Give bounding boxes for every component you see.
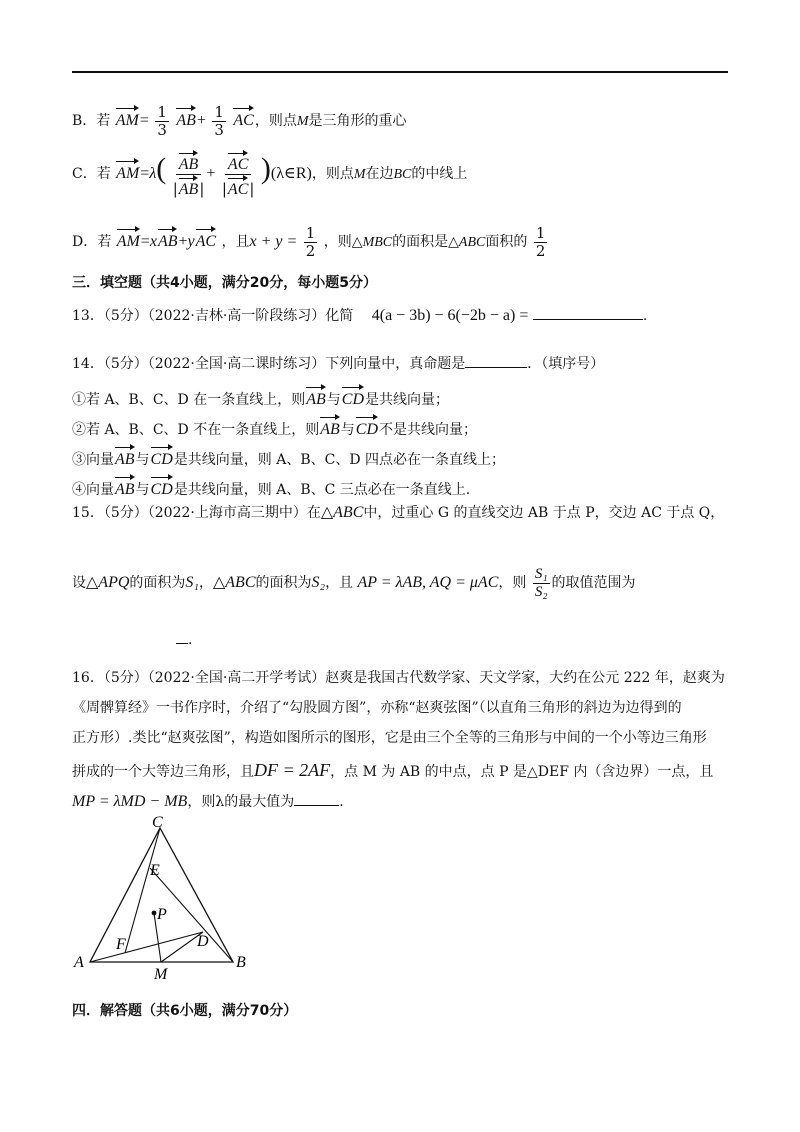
- label-b: B: [236, 954, 246, 971]
- point-p: [152, 911, 157, 916]
- option-b: B．若 AM= $\frac{1}{3}$ AB+ $\frac{1}{3}$ AC，则点M是三角形的重心: [72, 103, 407, 139]
- frac-ac-unit: $\frac{AC}{|AC|}$: [222, 150, 255, 198]
- question-14: 14．（5分）（2022·全国·高二课时练习）下列向量中，真命题是 ．（填序号）: [72, 356, 605, 372]
- q16-line-4: 拼成的一个大等边三角形，且DF = 2AF，点 M 为 AB 的中点，点 P 是△DEF 内（含边界）一点，且: [72, 760, 714, 780]
- q14-item-3: ③向量AB与CD是共线向量，则 A、B、C、D 四点必在一条直线上；: [72, 444, 505, 469]
- q14-item-2: ②若 A、B、C、D 不在一条直线上，则AB与CD不是共线向量；: [72, 414, 477, 439]
- section-4-heading: 四．解答题（共6小题，满分70分）: [72, 1003, 298, 1019]
- label-e: E: [150, 862, 160, 879]
- frac-one-third-2: $\frac{1}{3}$: [214, 103, 224, 139]
- vec-am: AM: [116, 105, 139, 130]
- option-c: C．若 AM=λ( $\frac{AB}{|AB|}$ + $\frac{AC}{|AC|}$ )(λ∈R)，则点M在边BC的中线上: [72, 150, 467, 198]
- q16-figure: [70, 815, 270, 985]
- vec-ab: AB: [176, 105, 196, 130]
- q14-item-4: ④向量AB与CD是共线向量，则 A、B、C 三点必在一条直线上.: [72, 474, 470, 499]
- vec-ac: AC: [233, 105, 253, 130]
- big-triangle: [90, 828, 233, 962]
- label-p: P: [157, 906, 167, 923]
- q16-line-3: 正方形）.类比“赵爽弦图”，构造如图所示的图形，它是由三个全等的三角形与中间的一个小等边三角形: [72, 730, 707, 746]
- question-16: 16．（5分）（2022·全国·高二开学考试）赵爽是我国古代数学家、天文学家，大约在公元 222 年，赵爽为: [72, 670, 725, 686]
- segment-ad: [90, 932, 203, 962]
- q15-blank: [176, 643, 188, 644]
- q13-blank: [533, 319, 643, 320]
- q14-blank: [465, 367, 527, 368]
- section-3-heading: 三．填空题（共4小题，满分20分，每小题5分）: [72, 275, 377, 291]
- label-c: C: [152, 815, 163, 831]
- q14-item-1: ①若 A、B、C、D 在一条直线上，则AB与CD是共线向量；: [72, 384, 449, 409]
- q16-blank: [294, 805, 339, 806]
- question-13: 13．（5分）（2022·吉林·高一阶段练习）化简 4(a − 3b) − 6(−2b − a) = .: [72, 307, 648, 324]
- question-15: 15．（5分）（2022·上海市高三期中）在△ABC中，过重心 G 的直线交边 AB 于点 P，交边 AC 于点 Q，: [72, 504, 725, 521]
- q16-line-2: 《周髀算经》一书作序时，介绍了“勾股圆方图”，亦称“赵爽弦图”（以直角三角形的斜边为边得到的: [72, 700, 682, 716]
- frac-ab-unit: $\frac{AB}{|AB|}$: [173, 150, 205, 198]
- frac-one-third: $\frac{1}{3}$: [157, 103, 167, 139]
- segment-cf: [125, 828, 160, 953]
- q13-expression: 4(a − 3b) − 6(−2b − a) =: [371, 307, 529, 324]
- label-f: F: [116, 936, 126, 953]
- label-m: M: [154, 966, 168, 983]
- q15-vector-condition: AP = λAB, AQ = μAC: [357, 574, 499, 591]
- q16-line-5: MP = λMD − MB，则λ的最大值为 .: [72, 793, 344, 810]
- top-rule: [72, 71, 728, 73]
- label-a: A: [74, 954, 84, 971]
- option-d: D．若 AM=xAB+yAC ，且x + y = $\frac{1}{2}$ ，则△MBC的面积是△ABC面积的 $\frac{1}{2}$: [72, 224, 546, 260]
- q15-blank-line: .: [176, 632, 192, 649]
- q16-vector-condition: MP = λMD − MB: [72, 793, 188, 810]
- label-d: D: [197, 933, 209, 950]
- q15-line-2: 设△APQ的面积为S₁，△ABC的面积为S₂，且 AP = λAB, AQ = μAC，则 $\frac{\text{S₁}}{\text{S₂}}$ 的取值范围为: [72, 566, 636, 600]
